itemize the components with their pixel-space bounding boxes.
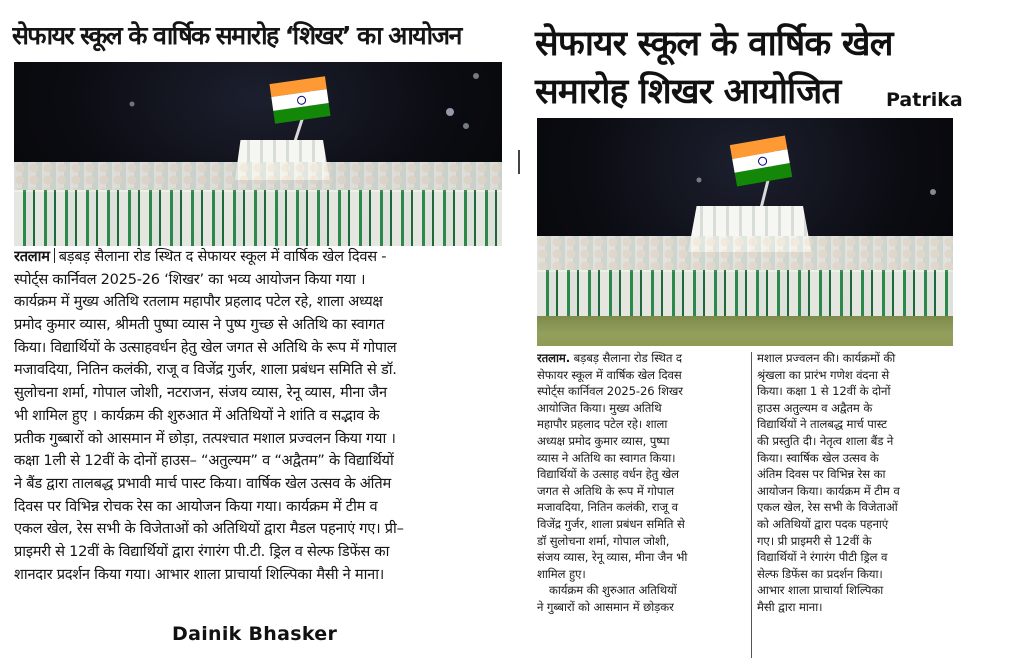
right-body-line: एकल खेल, रेस सभी के विजेताओं: [757, 500, 898, 515]
right-body-line: कार्यक्रम की शुरुआत अतिथियों: [549, 583, 677, 598]
performers-crowd: [537, 270, 953, 316]
fold-mark: [518, 150, 520, 174]
left-body-line: किया। विद्यार्थियों के उत्साहवर्धन हेतु खेल जगत से अतिथि के रूप में गोपाल: [14, 338, 397, 356]
right-body-line: शामिल हुए।: [537, 566, 586, 581]
right-body-line: अध्यक्ष प्रमोद कुमार व्यास, पुष्पा: [537, 433, 670, 448]
right-body-line: ने गुब्बारों को आसमान में छोड़कर: [537, 599, 674, 614]
right-body-line: की प्रस्तुति दी। नेतृत्व शाला बैंड ने: [757, 433, 894, 448]
column-divider: [751, 352, 752, 658]
right-body-line: जगत से अतिथि के रूप में गोपाल: [537, 483, 674, 498]
performers-arms: [14, 162, 502, 192]
right-body-line: आभार शाला प्राचार्या शिल्पिका: [757, 583, 884, 598]
right-article-column-2: [757, 350, 955, 666]
performers-crowd: [14, 190, 502, 246]
right-body-line: विद्यार्थियों ने तालबद्ध मार्च पास्ट: [757, 417, 887, 432]
dainik-bhasker-clipping: [8, 10, 502, 622]
dateline: रतलाम.: [537, 351, 571, 365]
indian-flag-icon: [269, 76, 330, 123]
right-body-line: विद्यार्थियों ने रंगारंग पीटी ड्रिल व: [757, 550, 888, 565]
right-body-line: रतलाम. बड़बड़ सैलाना रोड स्थित द: [537, 351, 682, 365]
left-body-line: प्रमोद कुमार व्यास, श्रीमती पुष्पा व्यास ने पुष्प गुच्छ से अतिथि का स्वागत: [14, 316, 385, 334]
right-body-line: हाउस अतुल्यम व अद्वैतम के: [757, 400, 873, 415]
left-body-line: ने बैंड द्वारा तालबद्ध प्रभावी मार्च पास्ट किया। वार्षिक खेल उत्सव के अंतिम: [14, 474, 391, 492]
right-headline-line: समारोह शिखर आयोजित: [535, 72, 841, 112]
right-body-line: श्रृंखला का प्रारंभ गणेश वंदना से: [757, 367, 890, 382]
left-body-line: रतलाम बड़बड़ सैलाना रोड स्थित द सेफायर स्कूल में वार्षिक खेल दिवस -: [14, 248, 387, 265]
left-body-line: कक्षा 1ली से 12वीं के दोनों हाउस– “अतुल्यम” व “अद्वैतम” के विद्यार्थियों: [14, 452, 394, 470]
left-body-line: एकल खेल, रेस सभी के विजेताओं को अतिथियों द्वारा मैडल पहनाएं गए। प्री–: [14, 520, 404, 538]
left-body-line: भी शामिल हुए । कार्यक्रम की शुरुआत में अतिथियों ने शांति व सद्भाव के: [14, 406, 380, 424]
left-body-line: शानदार प्रदर्शन किया गया। आभार शाला प्राचार्या शिल्पिका मैसी ने माना।: [14, 565, 385, 583]
right-body-line: आयोजन किया। कार्यक्रम में टीम व: [757, 483, 900, 498]
right-body-line: सेफायर स्कूल में वार्षिक खेल दिवस: [537, 367, 682, 382]
right-body-line: संजय व्यास, रेनू व्यास, मीना जैन भी: [537, 550, 688, 565]
right-body-line: को अतिथियों द्वारा पदक पहनाएं: [757, 516, 889, 531]
right-body-line: स्पोर्ट्स कार्निवल 2025-26 शिखर: [537, 384, 683, 399]
dateline-separator: [54, 248, 55, 263]
right-body-line: मशाल प्रज्वलन की। कार्यक्रमों की: [757, 351, 896, 365]
right-body-line: विजेंद्र गुर्जर, शाला प्रबंधन समिति से: [537, 516, 685, 531]
dateline: रतलाम: [14, 248, 50, 265]
right-body-line: विद्यार्थियों के उत्साह वर्धन हेतु खेल: [537, 467, 679, 482]
right-body-line: सेल्फ डिफेंस का प्रदर्शन किया।: [757, 566, 883, 581]
left-body-line: दिवस पर विभिन्न रोचक रेस का आयोजन किया गया। कार्यक्रम में टीम व: [14, 497, 378, 515]
right-body-line: अंतिम दिवस पर विभिन्न रेस का: [757, 467, 886, 482]
right-body-line: महापौर प्रहलाद पटेल रहे। शाला: [537, 417, 668, 432]
left-event-photo: [14, 62, 502, 246]
right-body-line: मजावदिया, नितिन कलंकी, राजू व: [537, 500, 678, 515]
right-event-photo: [537, 118, 953, 346]
patrika-clipping: [520, 10, 1020, 666]
right-headline-line: सेफायर स्कूल के वार्षिक खेल: [535, 24, 893, 64]
dainik-bhasker-source-label: Dainik Bhasker: [172, 623, 338, 645]
left-body-line: मजावदिया, नितिन कलंकी, राजू व विजेंद्र गुर्जर, शाला प्रबंधन समिति से डॉ.: [14, 361, 397, 379]
left-headline: सेफायर स्कूल के वार्षिक समारोह ‘शिखर’ का आयोजन: [12, 21, 461, 50]
patrika-source-label: Patrika: [886, 89, 963, 111]
left-article-body: [14, 246, 502, 622]
left-body-line: स्पोर्ट्स कार्निवल 2025-26 ‘शिखर’ का भव्य आयोजन किया गया ।: [14, 270, 366, 288]
left-body-line: प्राइमरी से 12वीं के विद्यार्थियों द्वारा रंगारंग पी.टी. ड्रिल व सेल्फ डिफेंस का: [14, 542, 390, 560]
right-body-line: मैसी द्वारा माना।: [757, 599, 823, 614]
right-body-line: किया। स्वार्षिक खेल उत्सव के: [757, 450, 879, 465]
left-body-line: सुलोचना शर्मा, गोपाल जोशी, नटराजन, संजय व्यास, रेनू व्यास, मीना जैन: [14, 384, 387, 402]
left-body-line: प्रतीक गुब्बारों को आसमान में छोड़ा, तत्पश्चात मशाल प्रज्वलन किया गया ।: [14, 429, 396, 447]
right-article-column-1: [537, 350, 745, 666]
right-body-line: गए। प्री प्राइमरी से 12वीं के: [757, 533, 872, 548]
right-body-line: व्यास ने अतिथि का स्वागत किया।: [537, 450, 676, 465]
performers-arms: [537, 236, 953, 272]
right-body-line: किया। कक्षा 1 से 12वीं के दोनों: [757, 384, 891, 399]
right-body-line: आयोजित किया। मुख्य अतिथि: [537, 400, 662, 415]
left-body-line: कार्यक्रम में मुख्य अतिथि रतलाम महापौर प्रहलाद पटेल रहे, शाला अध्यक्ष: [14, 293, 383, 311]
sports-field: [537, 316, 953, 346]
right-body-line: डॉ सुलोचना शर्मा, गोपाल जोशी,: [537, 533, 670, 548]
